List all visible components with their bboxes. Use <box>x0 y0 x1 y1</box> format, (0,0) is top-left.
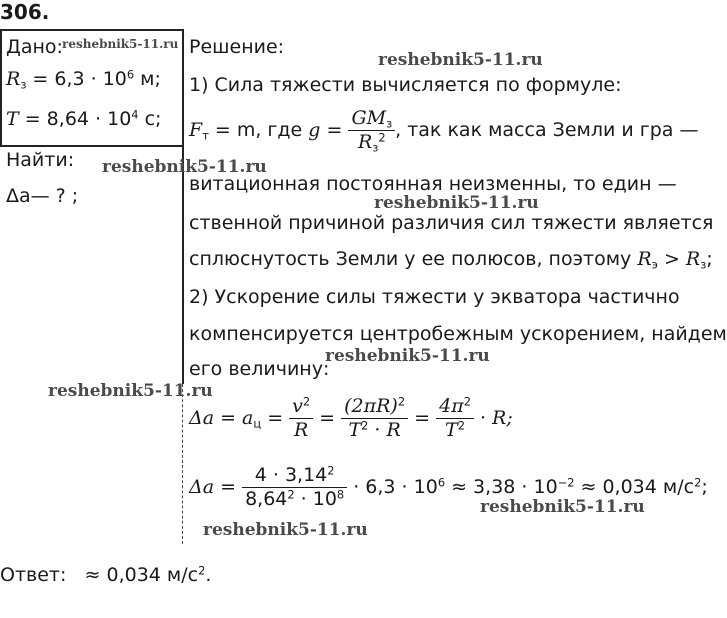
solution-step1-line3: витационная постоянная неизменны, то един — <box>189 173 677 195</box>
solution-step2-line3: его величину: <box>189 358 330 380</box>
problem-number: 306. <box>0 0 50 24</box>
given-top-border <box>0 29 183 31</box>
given-header: Дано: <box>6 36 63 58</box>
solution-header: Решение: <box>189 36 285 58</box>
given-radius: $R_з = 6,3 \cdot 10^6$ м; <box>6 67 161 92</box>
solution-step1-line1: 1) Сила тяжести вычисляется по формуле: <box>189 74 622 96</box>
watermark: reshebnik5-11.ru <box>203 520 368 540</box>
column-divider-dashed <box>182 384 183 544</box>
given-left-border <box>0 29 2 146</box>
watermark: reshebnik5-11.ru <box>374 193 539 213</box>
equation-numeric: Δa = $\frac{4 \cdot 3,14^2}{8,64^2 \cdot 10^8}$ · $6,3 \cdot 10^6 \approx 3,38 \cdot 10^{-2} \approx 0,034$ $м/с^2$; <box>189 463 708 510</box>
gravity-fraction: $\frac{GM_з}{R_з^2}$ <box>348 109 395 152</box>
given-period: $T = 8,64 \cdot 10^4$ с; <box>6 107 162 130</box>
watermark: reshebnik5-11.ru <box>62 37 179 51</box>
solution-step2-line2: компенсируется центробежным ускорением, найдем <box>189 323 727 345</box>
find-item: Δa— ? ; <box>6 185 79 207</box>
solution-step2-line1: 2) Ускорение силы тяжести у экватора частично <box>189 286 680 308</box>
solution-step1-line5: сплюснутость Земли у ее полюсов, поэтому $R_э > R_з$; <box>189 248 713 272</box>
column-divider <box>182 29 184 384</box>
watermark: reshebnik5-11.ru <box>480 497 645 517</box>
solution-step1-line4: ственной причиной различия сил тяжести является <box>189 212 714 234</box>
watermark: reshebnik5-11.ru <box>325 346 490 366</box>
watermark: reshebnik5-11.ru <box>102 157 267 177</box>
given-divider <box>0 145 183 147</box>
watermark: reshebnik5-11.ru <box>48 381 213 401</box>
equation-centripetal: $\Delta a = a_ц$ = $\frac{v^2}{R}$ = $\frac{(2\pi R)^2}{T^2 \cdot R}$ = $\frac{4\pi^2}{T^2}$ · R; <box>189 394 513 441</box>
watermark: reshebnik5-11.ru <box>378 50 543 70</box>
solution-step1-formula: $F_т = m$, где g = $\frac{GM_з}{R_з^2}$ , так как масса Земли и гра — <box>189 107 699 155</box>
find-header: Найти: <box>6 149 75 171</box>
answer: Ответ: ≈ 0,034 $м/с^2$. <box>0 563 212 586</box>
